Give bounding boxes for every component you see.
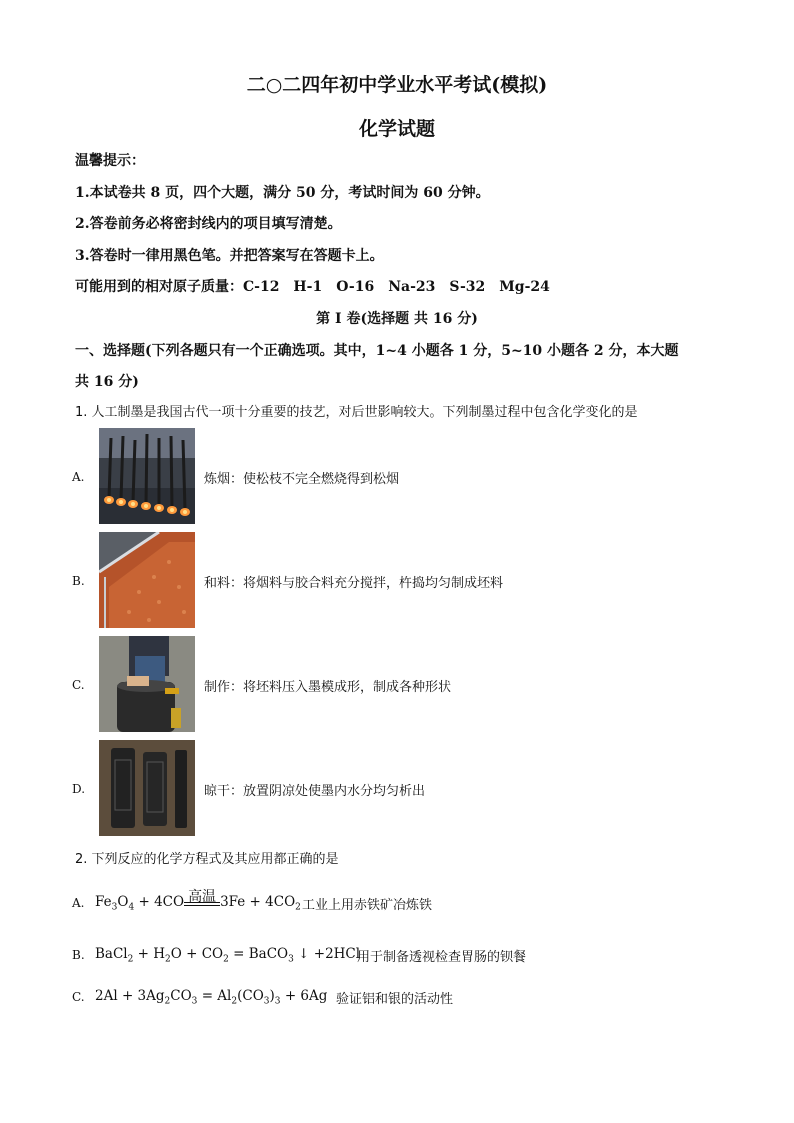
tip-3: 3.答卷时一律用黑色笔。并把答案写在答题卡上。	[75, 248, 384, 264]
section-title: 第 I 卷(选择题 共 16 分)	[316, 311, 478, 327]
q1-option-b-label: B.	[72, 574, 85, 588]
q1-stem: 1. 人工制墨是我国古代一项十分重要的技艺，对后世影响较大。下列制墨过程中包含化学变化的是	[75, 405, 638, 420]
section-instruction-line2: 共 16 分)	[75, 374, 139, 390]
exam-subtitle: 化学试题	[358, 118, 435, 140]
q1-option-a-image	[99, 428, 195, 524]
q1-option-d-text: 晾干：放置阴凉处使墨内水分均匀析出	[204, 784, 426, 799]
q2-option-b-equation: BaCl$_2$ + $H_2O + CO_2$ = BaCO$_3$ ↓ +2HCl	[95, 946, 361, 965]
section-instruction-line1: 一、选择题(下列各题只有一个正确选项。其中，1~4 小题各 1 分，5~10 小题各 2 分，本大题	[75, 343, 679, 359]
q1-option-b-text: 和料：将烟料与胶合料充分搅拌，杵捣均匀制成坯料	[204, 576, 504, 591]
q2-option-a-label: A.	[72, 896, 85, 910]
q2-option-a-equation: $Fe_3O_4 + 4CO$ 高温 $3Fe + 4CO_2$	[95, 894, 301, 913]
q1-option-a-label: A.	[72, 470, 85, 484]
q1-option-d-image	[99, 740, 195, 836]
q1-option-c-image	[99, 636, 195, 732]
q1-option-c-text: 制作：将坯料压入墨模成形，制成各种形状	[204, 680, 452, 695]
q2-option-a-note: 工业上用赤铁矿冶炼铁	[302, 898, 433, 913]
q1-option-a-text: 炼烟：使松枝不完全燃烧得到松烟	[204, 472, 400, 487]
q2-stem: 2. 下列反应的化学方程式及其应用都正确的是	[75, 852, 339, 867]
q2-option-b-note: 用于制备透视检查胃肠的钡餐	[357, 950, 527, 965]
q2-option-b-label: B.	[72, 948, 85, 962]
q2-option-c-note: 验证铝和银的活动性	[336, 992, 454, 1007]
q1-option-c-label: C.	[72, 678, 85, 692]
q2-option-c-equation: $2Al + 3Ag_2CO_3 = Al_2(CO_3)_3 + 6Ag$	[95, 988, 328, 1007]
atomic-mass-line: 可能用到的相对原子质量：C-12 H-1 O-16 Na-23 S-32 Mg-24	[75, 279, 550, 295]
tips-heading: 温馨提示：	[75, 153, 145, 169]
tip-1: 1.本试卷共 8 页，四个大题，满分 50 分，考试时间为 60 分钟。	[75, 185, 490, 201]
q2-option-c-label: C.	[72, 990, 85, 1004]
exam-title: 二○二四年初中学业水平考试(模拟)	[246, 74, 548, 96]
reaction-condition: 高温	[188, 889, 217, 905]
q1-option-d-label: D.	[72, 782, 86, 796]
q1-option-b-image	[99, 532, 195, 628]
tip-2: 2.答卷前务必将密封线内的项目填写清楚。	[75, 216, 342, 232]
